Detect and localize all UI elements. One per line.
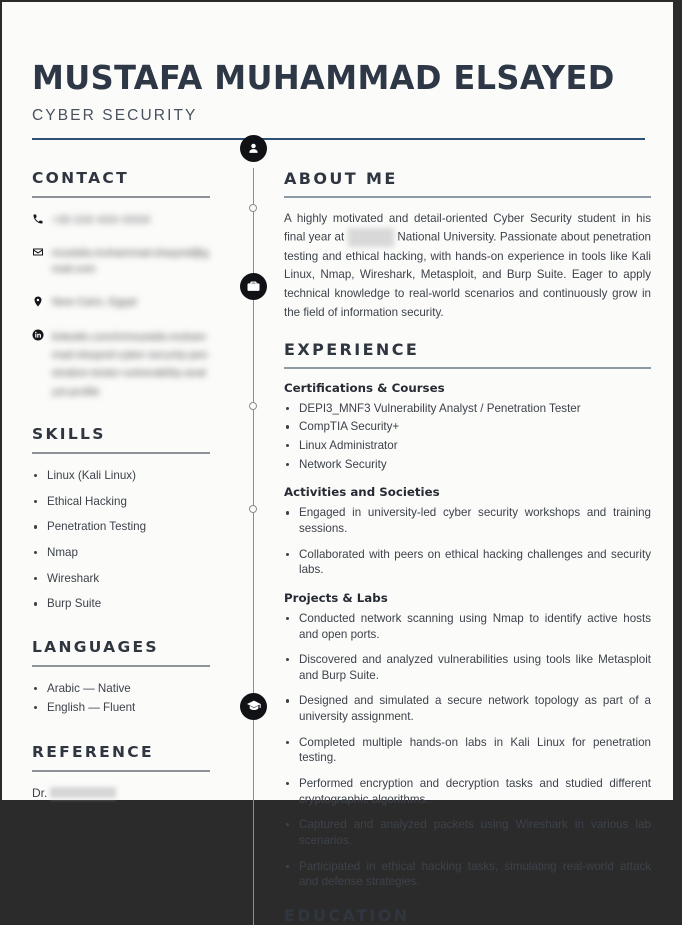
section-contact [32,169,210,402]
section-skills [32,425,210,612]
section-title-reference: REFERENCE [32,743,154,762]
section-title-experience: EXPERIENCE [284,339,420,359]
page-title: MUSTAFA MUHAMMAD ELSAYED [32,58,615,97]
contact-value-email: mustafa.muhammad.elsayed@gmail.com [52,245,210,278]
list-item: Linux (Kali Linux) [32,468,210,484]
section-about-me [284,169,651,323]
section-education [284,906,651,925]
list-item: Penetration Testing [32,519,210,535]
person-icon [240,135,267,162]
main-content [274,140,673,925]
section-divider-about-me [284,196,651,198]
section-title-skills: SKILLS [32,425,106,444]
job-role-subtitle: CYBER SECURITY [32,106,198,124]
list-item: Network Security [284,457,651,473]
experience-group-certifications [284,381,651,473]
experience-group-projects [284,591,651,890]
phone-icon [32,212,52,225]
list-item: English — Fluent [32,700,210,716]
list-item: Burp Suite [32,596,210,612]
resume-body [2,140,673,925]
section-reference [32,743,210,800]
resume-header [2,2,673,140]
contact-value-location: New Cairo, Egypt [52,294,137,310]
section-title-about-me: ABOUT ME [284,168,398,188]
list-item: Linux Administrator [284,438,651,454]
about-text-after: National University. Passionate about penetration testing and ethical hacking, with hands-on experience in tools like Kali Linux, Nmap, Wireshark, Metasploit, and Burp Suite. Eager to apply technical knowledge to real-world scenarios and continuously grow in the field of information security. [284,230,651,319]
section-divider-contact [32,196,210,198]
subsection-title: Activities and Societies [284,485,440,500]
timeline-node [249,505,257,513]
linkedin-icon [32,328,52,341]
timeline-node [249,204,257,212]
sidebar [2,140,234,925]
reference-name-redacted [50,787,116,798]
subsection-title: Projects & Labs [284,590,388,605]
list-item: Performed encryption and decryption tasks and studied different cryptographic algorithms. [284,776,651,807]
email-icon [32,245,52,258]
resume-page [2,2,673,925]
contact-row-location[interactable] [32,294,210,310]
contact-row-phone[interactable] [32,212,210,228]
section-title-contact: CONTACT [32,168,129,187]
activities-list [284,505,651,578]
list-item: Completed multiple hands-on labs in Kali Linux for penetration testing. [284,735,651,766]
section-title-languages: LANGUAGES [32,638,159,657]
section-experience [284,340,651,890]
list-item: Discovered and analyzed vulnerabilities using tools like Metasploit and Burp Suite. [284,652,651,683]
list-item: CompTIA Security+ [284,419,651,435]
section-divider-experience [284,367,651,369]
section-languages [32,638,210,715]
timeline [234,140,274,925]
list-item: Designed and simulated a secure network topology as part of a university assignment. [284,693,651,724]
list-item: DEPI3_MNF3 Vulnerability Analyst / Penetration Tester [284,401,651,417]
reference-name [32,786,210,800]
list-item: Nmap [32,545,210,561]
list-item: Participated in ethical hacking tasks, simulating real-world attack and defense strategies. [284,859,651,890]
section-divider-skills [32,452,210,454]
section-divider-reference [32,770,210,772]
skills-list [32,468,210,612]
contact-value-linkedin: linkedin.com/in/mustafa-muhammad-elsayed-cyber-security-penetration-tester-vulnerability-analyst-profile [52,328,210,402]
about-me-text [284,210,651,323]
contact-value-phone: +20 1XX XXX XXXX [52,212,151,228]
graduation-cap-icon [240,693,267,720]
list-item: Wireshark [32,571,210,587]
timeline-node [249,402,257,410]
reference-name-prefix: Dr. [32,786,48,801]
about-text-before: A highly motivated and detail-oriented Cyber Security student in his final year at [284,211,651,244]
contact-row-linkedin[interactable] [32,328,210,402]
projects-list [284,611,651,890]
contact-row-email[interactable] [32,245,210,278]
subsection-title: Certifications & Courses [284,380,445,395]
section-divider-languages [32,665,210,667]
contact-list [32,212,210,402]
section-title-education: EDUCATION [284,905,410,925]
list-item: Arabic — Native [32,681,210,697]
certifications-list [284,401,651,473]
location-icon [32,294,52,308]
about-redacted-university [348,228,394,247]
list-item: Conducted network scanning using Nmap to identify active hosts and open ports. [284,611,651,642]
languages-list [32,681,210,715]
experience-group-activities [284,485,651,578]
list-item: Engaged in university-led cyber security workshops and training sessions. [284,505,651,536]
list-item: Collaborated with peers on ethical hacking challenges and security labs. [284,547,651,578]
briefcase-icon [240,273,267,300]
list-item: Captured and analyzed packets using Wireshark in various lab scenarios. [284,817,651,848]
list-item: Ethical Hacking [32,494,210,510]
